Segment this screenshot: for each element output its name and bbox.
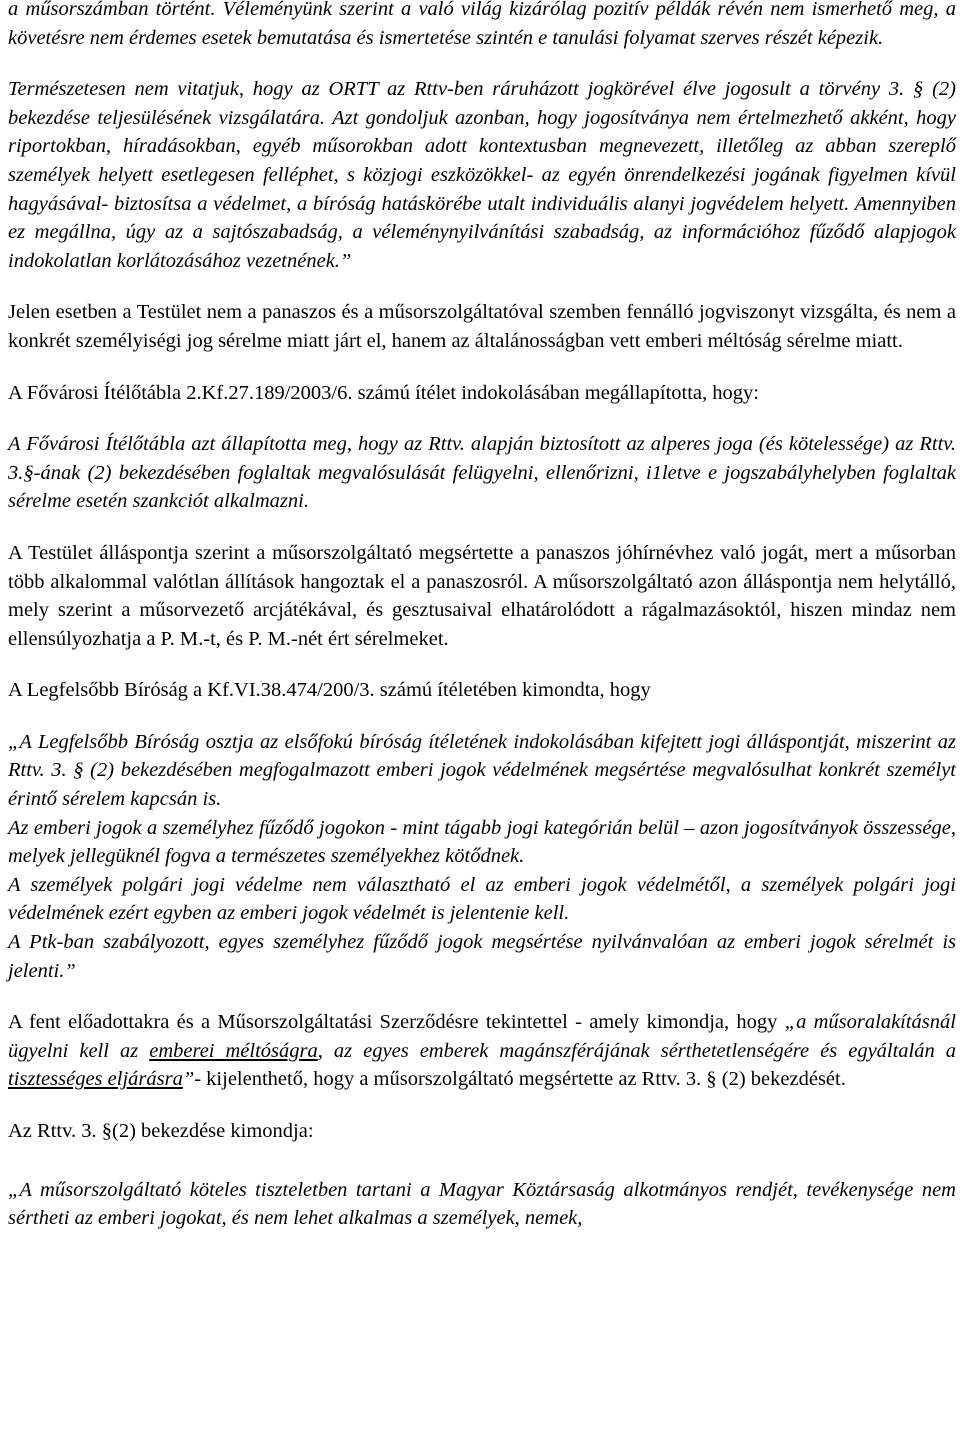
conclusion-pre: A fent előadottakra és a Műsorszolgáltatási Szerződésre tekintettel - amely kimondja, hogy	[8, 1011, 785, 1034]
paragraph-ortt-text-b: Azt gondoljuk azonban, hogy jogosítványa nem értelmezhető akként, hogy riportokban, híradásokban, egyéb műsorokban adott kontextusban megnevezett, illetőleg az abban szereplő személyek helyett esetlegesen felléphet, s közjogi eszközökkel- az egyén önrendelkezési jogának figyelmen kívül hagyásával- biztosítsa a védelmet, a bíróság hatáskörébe utalt individuális alanyi jogvédelem helyett. Amennyiben ez megállna, úgy az a sajtószabadság, a véleménynyilvánítási szabadság, az információhoz fűződő alapjogok indokolatlan korlátozásához vezetnének.”	[8, 106, 956, 272]
legfelsobb-quote-block	[8, 728, 956, 985]
contract-quote-start: „a műsoralakításnál ügyelni kell az	[8, 1011, 956, 1062]
paragraph-ortt-text-a: Természetesen nem vitatjuk, hogy az ORTT az Rttv-ben ráruházott jogkörével élve jogosult a törvény 3. § (2) bekezdése teljesülésének vizsgálatára.	[8, 78, 956, 129]
paragraph-conclusion	[8, 1008, 956, 1094]
paragraph-rttv-intro: Az Rttv. 3. §(2) bekezdése kimondja:	[8, 1120, 314, 1142]
contract-quote-end: ”	[182, 1068, 195, 1091]
underlined-emberei-meltosagra: emberei méltóságra	[149, 1039, 318, 1062]
paragraph-intro-end: a műsorszámban történt. Véleményünk szerint a való világ kizárólag pozitív példák révén nem ismerhető meg, a követésre nem érdemes esetek bemutatása és ismertetése szintén e tanulási folyamat szerves részét képezik.	[8, 0, 956, 49]
paragraph-itelotabla-quote: A Fővárosi Ítélőtábla azt állapította meg, hogy az Rttv. alapján biztosított az alperes joga (és kötelessége) az Rttv. 3.§-ának (2) bekezdésében foglaltak megvalósulását felügyelni, ellenőrizni, i1letve e jogszabályhelyben foglaltak sérelme esetén szankciót alkalmazni.	[8, 433, 956, 513]
quote-line: A személyek polgári jogi védelme nem választható el az emberi jogok védelmétől, a személyek polgári jogi védelmének ezért egyben az emberi jogok védelmét is jelentenie kell.	[8, 873, 956, 925]
conclusion-post: - kijelenthető, hogy a műsorszolgáltató megsértette az Rttv. 3. § (2) bekezdését.	[194, 1068, 846, 1091]
paragraph-testulet-present-case: Jelen esetben a Testület nem a panaszos és a műsorszolgáltatóval szemben fennálló jogviszonyt vizsgálta, és nem a konkrét személyiségi jog sérelme miatt járt el, hanem az általánosságban vett emberi méltóság sérelme miatt.	[8, 301, 956, 352]
quote-line: „A Legfelsőbb Bíróság osztja az elsőfokú bíróság ítéletének indokolásában kifejtett jogi álláspontját, miszerint az Rttv. 3. § (2) bekezdésében megfogalmazott emberi jogok védelmének megsértése megvalósulhat konkrét személyt érintő sérelem kapcsán is.	[8, 730, 956, 811]
document-page	[8, 0, 956, 1231]
paragraph-fovarosi-itelotabla: A Fővárosi Ítélőtábla 2.Kf.27.189/2003/6. számú ítélet indokolásában megállapította, hogy:	[8, 381, 759, 404]
rttv-quote-clip	[8, 1176, 956, 1231]
underlined-tisztesseges-eljarasra: tisztességes eljárásra	[8, 1068, 183, 1091]
quote-line: Az emberi jogok a személyhez fűződő jogokon - mint tágabb jogi kategórián belül – azon jogosítványok összessége, melyek jellegüknél fogva a természetes személyekhez kötődnek.	[8, 816, 956, 868]
quote-line: A Ptk-ban szabályozott, egyes személyhez fűződő jogok megsértése nyilvánvalóan az emberi jogok sérelmét is jelenti.”	[8, 931, 956, 982]
paragraph-testulet-opinion: A Testület álláspontja szerint a műsorszolgáltató megsértette a panaszos jóhírnévhez való jogát, mert a műsorban több alkalommal valótlan állítások hangoztak el a panaszosról. A műsorszolgáltató azon álláspontja nem helytálló, mely szerint a műsorvezető arcjátékával, és gesztusaival elhatárolódott a rágalmazásoktól, hiszen mindaz nem ellensúlyozhatja a P. M.-t, és P. M.-nét ért sérelmeket.	[8, 541, 956, 650]
paragraph-ortt-jurisdiction	[8, 75, 956, 275]
paragraph-legfelsobb-birosag: A Legfelsőbb Bíróság a Kf.VI.38.474/200/3. számú ítéletében kimondta, hogy	[8, 679, 651, 702]
contract-quote-middle: , az egyes emberek magánszférájának sérthetetlenségére és egyáltalán a	[317, 1039, 957, 1062]
paragraph-rttv-quote: „A műsorszolgáltató köteles tiszteletben tartani a Magyar Köztársaság alkotmányos rendjét, tevékenysége nem sértheti az emberi jogokat, és nem lehet alkalmas a személyek, nemek,	[8, 1178, 956, 1230]
